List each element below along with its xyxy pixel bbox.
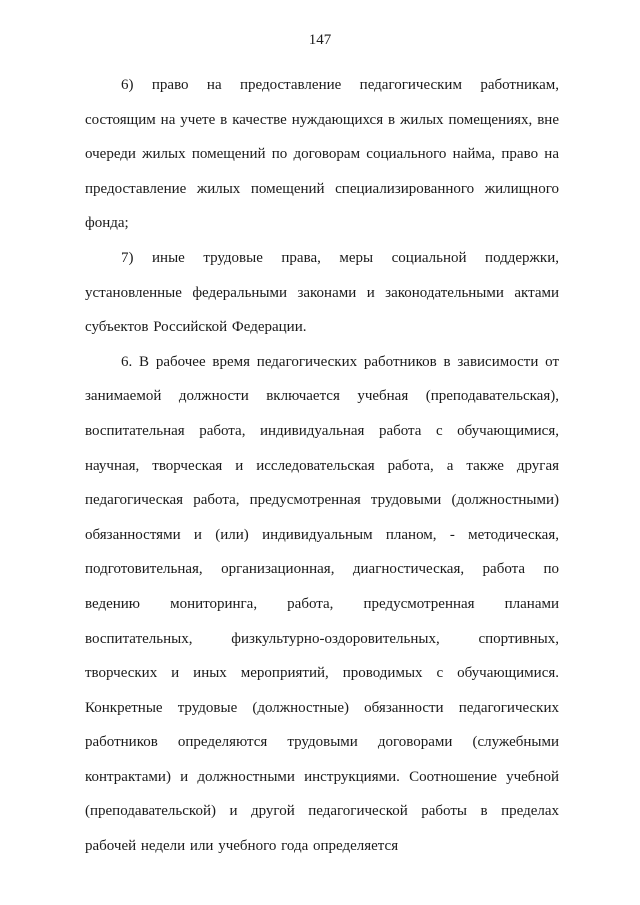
paragraph-clause-6: 6. В рабочее время педагогических работников в зависимости от занимаемой должности включается учебная (преподавательская), воспитательная работа, индивидуальная работа с обучающимися, научная, творческая и исследовательская работа, а также другая педагогическая работа, предусмотренная трудовыми (должностными) обязанностями и (или) индивидуальным планом, - методическая, подготовительная, организационная, диагностическая, работа по ведению мониторинга, работа, предусмотренная планами воспитательных, физкультурно-оздоровительных, спортивных, творческих и иных мероприятий, проводимых с обучающимися. Конкретные трудовые (должностные) обязанности педагогических работников определяются трудовыми договорами (служебными контрактами) и должностными инструкциями. Соотношение учебной (преподавательской) и другой педагогической работы в пределах рабочей недели или учебного года определяется [85,353,559,855]
page-number: 147 [308,32,332,48]
paragraph-item-7: 7) иные трудовые права, меры социальной поддержки, установленные федеральными законами и законодательными актами субъектов Российской Федерации. [85,249,559,336]
document-body [85,68,559,864]
paragraph-item-6: 6) право на предоставление педагогическим работникам, состоящим на учете в качестве нуждающихся в жилых помещениях, вне очереди жилых помещений по договорам социального найма, право на предоставление жилых помещений специализированного жилищного фонда; [85,77,559,232]
